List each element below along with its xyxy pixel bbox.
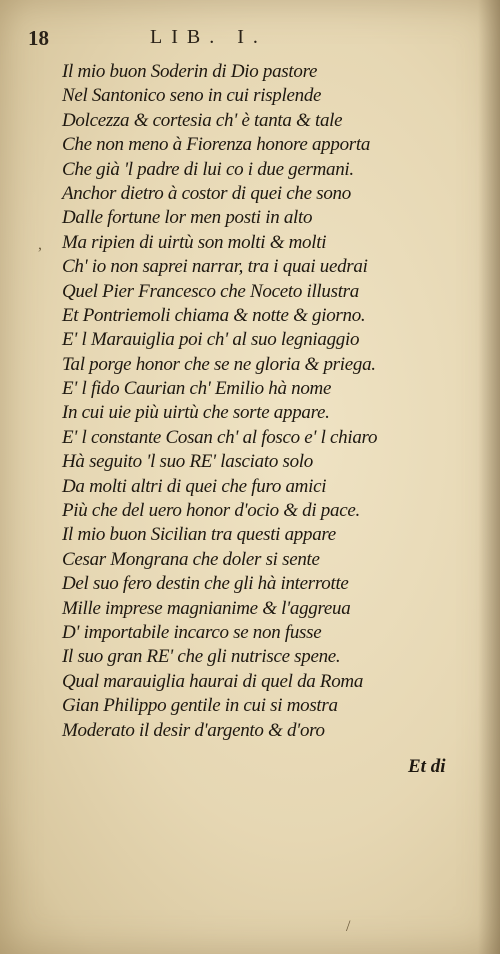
catchword: Et di [408,756,446,777]
verse-line: Ma ripien di uirtù son molti & molti [62,231,327,253]
verse-line: Gian Philippo gentile in cui si mostra [62,695,338,717]
margin-mark: / [346,918,351,935]
verse-line: Più che del uero honor d'ocio & di pace. [62,500,360,522]
verse-line: In cui uie più uirtù che sorte appare. [62,402,330,424]
verse-block [62,60,482,743]
verse-line: Il mio buon Sicilian tra questi appare [62,524,336,546]
verse-line: Da molti altri di quei che furo amici [62,475,327,497]
verse-line: Mille imprese magnianime & l'aggreua [62,597,351,619]
verse-line: Dalle fortune lor men posti in alto [62,207,313,229]
verse-line: Ch' io non saprei narrar, tra i quai uedrai [62,256,368,278]
running-title: LIB. I. [150,26,267,48]
verse-line: D' importabile incarco se non fusse [62,621,322,643]
verse-line: E' l fido Caurian ch' Emilio hà nome [62,378,332,400]
margin-mark: , [38,236,42,253]
verse-line: Il suo gran RE' che gli nutrisce spene. [62,646,341,668]
verse-line: Quel Pier Francesco che Noceto illustra [62,280,359,302]
verse-line: E' l constante Cosan ch' al fosco e' l chiaro [62,426,378,448]
verse-line: Anchor dietro à costor di quei che sono [62,182,351,204]
verse-line: Nel Santonico seno in cui risplende [62,85,322,107]
page-header [0,26,500,52]
page-number: 18 [28,26,49,50]
verse-line: Moderato il desir d'argento & d'oro [62,719,325,741]
verse-line: Cesar Mongrana che doler si sente [62,548,320,570]
verse-line: Et Pontriemoli chiama & notte & giorno. [62,304,366,326]
verse-line: Che già 'l padre di lui co i due germani. [62,158,354,180]
verse-line: Che non meno à Fiorenza honore apporta [62,134,371,156]
verse-line: Qual marauiglia haurai di quel da Roma [62,670,364,692]
verse-line: Il mio buon Soderin di Dio pastore [62,61,318,82]
verse-line: E' l Marauiglia poi ch' al suo legniaggio [62,329,360,351]
verse-line: Dolcezza & cortesia ch' è tanta & tale [62,109,343,131]
verse-line: Del suo fero destin che gli hà interrotte [62,573,349,595]
verse-line: Tal porge honor che se ne gloria & priega. [62,353,376,375]
verse-line: Hà seguito 'l suo RE' lasciato solo [62,451,313,473]
